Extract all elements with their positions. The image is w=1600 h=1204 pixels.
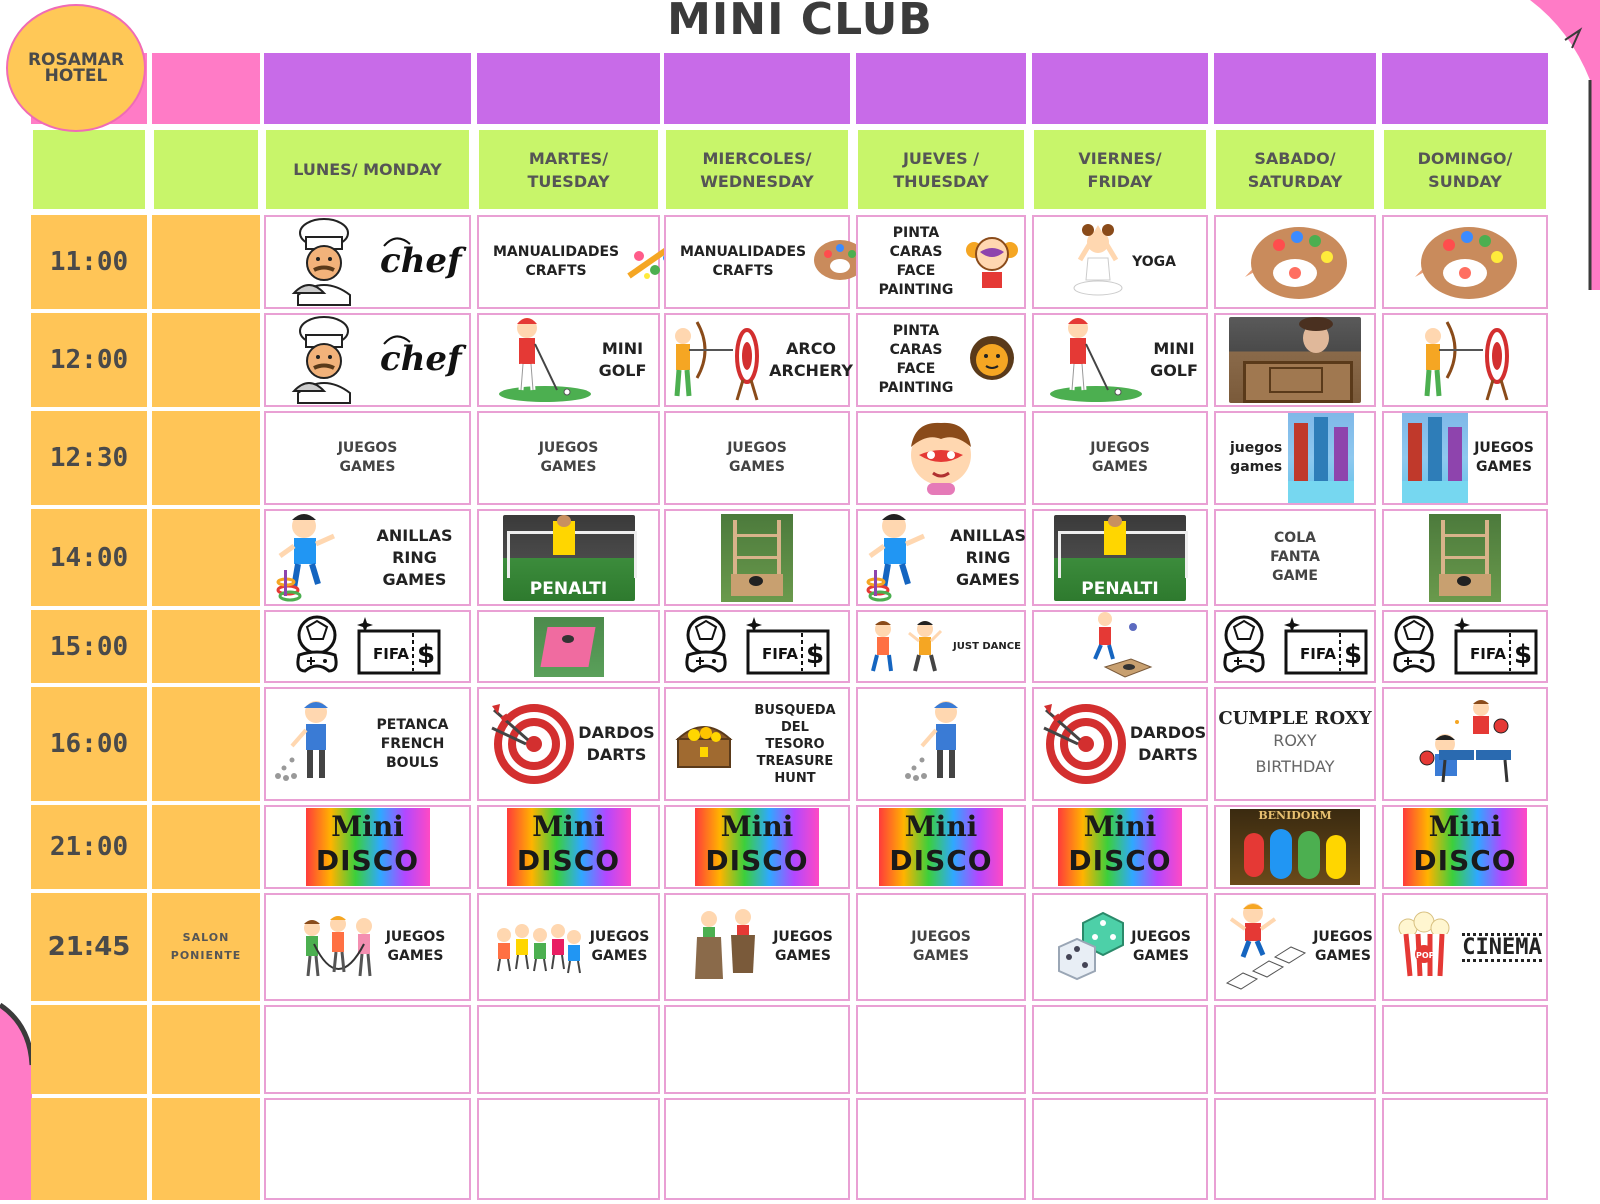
- mini-disco-icon: [306, 808, 430, 886]
- activity-label: PINTA CARAS FACE PAINTING: [878, 323, 954, 396]
- activity-cell: [477, 1005, 660, 1094]
- chef-icon: [284, 215, 364, 309]
- svg-text:$: $: [416, 639, 435, 670]
- venue-cell: [152, 1098, 260, 1200]
- activity-label: YOGA: [1132, 253, 1176, 270]
- activity-cell: [477, 509, 660, 606]
- time-slot-7: 21:45: [31, 893, 147, 1001]
- svg-text:POP: POP: [1416, 951, 1435, 960]
- day-header-1: MARTES/ TUESDAY: [477, 128, 660, 211]
- mini-disco-icon: [695, 808, 819, 886]
- activity-label: JUEGOS GAMES: [1090, 440, 1150, 475]
- activity-cell: [856, 411, 1026, 505]
- activity-cell: [664, 1005, 850, 1094]
- day-header-blank: [152, 128, 260, 211]
- activity-cell: [1214, 411, 1376, 505]
- activity-label: JUEGOS GAMES: [1131, 929, 1191, 964]
- activity-label: JUEGOS GAMES: [337, 440, 398, 475]
- activity-cell: [1032, 313, 1208, 407]
- activity-cell: [664, 893, 850, 1001]
- mini-disco-icon: [507, 808, 631, 886]
- activity-label: JUEGOS GAMES: [1313, 929, 1373, 964]
- activity-cell: [264, 687, 471, 801]
- activity-cell: [856, 509, 1026, 606]
- activity-label: CINEMA: [1462, 934, 1542, 960]
- hopscotch-icon: [1223, 899, 1307, 995]
- mini-disco-icon: [1058, 808, 1182, 886]
- activity-label: JUEGOS GAMES: [727, 440, 787, 475]
- activity-cell: [1214, 1005, 1376, 1094]
- time-slot-0: 11:00: [31, 215, 147, 309]
- venue-cell: [152, 687, 260, 801]
- activity-cell: [1032, 610, 1208, 683]
- chef-icon: [284, 313, 364, 407]
- activity-cell: [264, 893, 471, 1001]
- archery-icon: [667, 314, 763, 406]
- venue-label: SALON PONIENTE: [152, 893, 260, 1001]
- craft-palette-icon: [1409, 217, 1521, 307]
- activity-cell: [1214, 687, 1376, 801]
- disco-text-top: Mini: [904, 810, 978, 843]
- svg-text:chef: chef: [379, 339, 462, 379]
- penalty-photo-icon: [503, 515, 635, 601]
- svg-text:chef: chef: [379, 241, 462, 281]
- svg-text:FIFA: FIFA: [372, 644, 409, 663]
- mini-golf-icon: [1048, 314, 1144, 406]
- activity-cell: [1382, 805, 1548, 889]
- time-slot-2: 12:30: [31, 411, 147, 505]
- activity-cell: [856, 215, 1026, 309]
- cornhole-toss-icon: [1085, 609, 1155, 685]
- ladder-toss-photo-icon: [721, 514, 793, 602]
- activity-label: JUEGOS GAMES: [385, 929, 446, 964]
- time-slot-9: [31, 1098, 147, 1200]
- header-cell: [1382, 53, 1548, 124]
- archery-icon: [1417, 314, 1513, 406]
- corner-decoration-bottom: [0, 1005, 32, 1200]
- activity-label: JUEGOS GAMES: [773, 929, 833, 964]
- day-header-6: DOMINGO/ SUNDAY: [1382, 128, 1548, 211]
- dice-icon: [1055, 909, 1125, 985]
- parrot-show-photo-icon: [1230, 809, 1360, 885]
- activity-cell: [1214, 610, 1376, 683]
- ping-pong-icon: [1417, 696, 1513, 792]
- activity-cell: [856, 313, 1026, 407]
- penalty-caption: PENALTI: [529, 578, 608, 599]
- activity-cell: [477, 893, 660, 1001]
- activity-label: ANILLAS RING GAMES: [376, 525, 453, 589]
- petanque-icon: [272, 696, 350, 792]
- penalty-photo-icon: [1054, 515, 1186, 601]
- time-slot-1: 12:00: [31, 313, 147, 407]
- mini-golf-icon: [497, 314, 593, 406]
- activity-cell: [856, 610, 1026, 683]
- kids-group-icon: [494, 917, 584, 977]
- activity-label: DARDOS DARTS: [578, 723, 655, 764]
- activity-cell: [1214, 509, 1376, 606]
- mini-disco-icon: [1403, 808, 1527, 886]
- activity-cell: [664, 610, 850, 683]
- svg-text:FIFA: FIFA: [1470, 644, 1506, 663]
- face-paint-tiger-icon: [966, 330, 1018, 390]
- time-slot-4: 15:00: [31, 610, 147, 683]
- activity-label: PINTA CARAS FACE PAINTING: [878, 225, 954, 298]
- petanque-icon: [902, 696, 980, 792]
- activity-cell: [264, 610, 471, 683]
- svg-text:FIFA: FIFA: [1300, 644, 1336, 663]
- craft-palette-icon: [1239, 217, 1351, 307]
- yoga-icon: [1070, 222, 1126, 302]
- disco-text-top: Mini: [720, 810, 794, 843]
- activity-label: ARCO ARCHERY: [769, 339, 853, 380]
- disco-text-bottom: DISCO: [705, 844, 809, 877]
- activity-label: JUEGOS GAMES: [538, 440, 599, 475]
- time-slot-3: 14:00: [31, 509, 147, 606]
- venue-cell: [152, 411, 260, 505]
- time-slot-8: [31, 1005, 147, 1094]
- cornhole-photo-icon: [534, 617, 604, 677]
- activity-cell: [477, 215, 660, 309]
- activity-cell: [1382, 687, 1548, 801]
- day-header-blank: [31, 128, 147, 211]
- activity-cell: [477, 313, 660, 407]
- venue-cell: [152, 1005, 260, 1094]
- day-header-0: LUNES/ MONDAY: [264, 128, 471, 211]
- venue-cell: [152, 313, 260, 407]
- sack-race-icon: [687, 907, 767, 987]
- activity-cell: [264, 509, 471, 606]
- venue-cell: [152, 610, 260, 683]
- ring-toss-icon: [272, 510, 354, 606]
- activity-label: COLA FANTA GAME: [1270, 530, 1320, 584]
- activity-cell: [477, 1098, 660, 1200]
- activity-label: DARDOS DARTS: [1129, 723, 1207, 764]
- activity-cell: [1382, 411, 1548, 505]
- fifa-game-icon: [1220, 613, 1370, 681]
- activity-label: MANUALIDADES CRAFTS: [680, 244, 807, 279]
- activity-cell: [1382, 893, 1548, 1001]
- activity-cell: [1214, 215, 1376, 309]
- activity-label: juegos games: [1230, 440, 1283, 475]
- activity-cell: [664, 1098, 850, 1200]
- day-header-3: JUEVES / THUESDAY: [856, 128, 1026, 211]
- activity-cell: [1032, 411, 1208, 505]
- activity-cell: [1032, 215, 1208, 309]
- activity-label: BUSQUEDA DEL TESORO TREASURE HUNT: [754, 702, 836, 786]
- fifa-game-icon: [682, 613, 832, 681]
- activity-cell: [1214, 893, 1376, 1001]
- activity-cell: [477, 411, 660, 505]
- activity-cell: [664, 411, 850, 505]
- activity-cell: [264, 411, 471, 505]
- header-cell: [477, 53, 660, 124]
- activity-cell: [664, 313, 853, 407]
- activity-cell: [1382, 313, 1548, 407]
- ladder-toss-photo-icon: [1429, 514, 1501, 602]
- disco-text-bottom: DISCO: [315, 844, 420, 877]
- disco-text-bottom: DISCO: [889, 844, 993, 877]
- activity-cell: [856, 1098, 1026, 1200]
- disco-text-top: Mini: [1083, 810, 1157, 843]
- activity-label: MANUALIDADES CRAFTS: [493, 244, 620, 279]
- activity-cell: [1382, 215, 1548, 309]
- activity-label: PETANCA FRENCH BOULS: [376, 716, 449, 771]
- penalty-caption: PENALTI: [1081, 578, 1159, 599]
- activity-cell: [856, 893, 1026, 1001]
- dartboard-icon: [488, 700, 572, 788]
- activity-label: MINI GOLF: [1150, 339, 1198, 380]
- activity-cell: [664, 687, 850, 801]
- disco-text-bottom: DISCO: [1413, 844, 1517, 877]
- activity-cell: [1214, 313, 1376, 407]
- header-cell: [264, 53, 471, 124]
- day-header-5: SABADO/ SATURDAY: [1214, 128, 1376, 211]
- activity-label: JUEGOS GAMES: [911, 929, 971, 964]
- venue-cell: [152, 509, 260, 606]
- activity-cell: [1032, 805, 1208, 889]
- header-cell: [1214, 53, 1376, 124]
- disco-text-top: Mini: [532, 810, 605, 843]
- activity-label: MINI GOLF: [598, 339, 647, 380]
- chef-script-icon: [376, 232, 462, 292]
- parrot-show-caption: BENIDORM: [1258, 809, 1332, 822]
- activity-cell: [477, 687, 660, 801]
- time-slot-5: 16:00: [31, 687, 147, 801]
- disco-text-bottom: DISCO: [1068, 844, 1172, 877]
- activity-cell: [1382, 610, 1548, 683]
- event-subtitle: ROXY BIRTHDAY: [1255, 730, 1335, 776]
- chef-script-icon: [376, 330, 462, 390]
- activity-cell: [664, 215, 850, 309]
- activity-cell: [856, 805, 1026, 889]
- ring-toss-icon: [862, 510, 944, 606]
- dance-kids-icon: [867, 617, 947, 677]
- logo-text: ROSAMAR HOTEL: [27, 50, 125, 86]
- mini-disco-icon: [879, 808, 1003, 886]
- event-title: CUMPLE ROXY: [1218, 707, 1372, 729]
- disco-text-top: Mini: [331, 810, 404, 843]
- activity-label: JUEGOS GAMES: [1474, 440, 1534, 475]
- activity-cell: [1032, 509, 1208, 606]
- treasure-chest-icon: [672, 711, 736, 777]
- disco-text-top: Mini: [1428, 810, 1502, 843]
- activity-cell: [664, 509, 850, 606]
- svg-text:$: $: [806, 639, 825, 670]
- venue-cell: [152, 805, 260, 889]
- fifa-game-icon: [1390, 613, 1540, 681]
- table-football-photo-icon: [1229, 317, 1361, 403]
- activity-cell: [1032, 687, 1208, 801]
- popcorn-icon: [1394, 912, 1456, 982]
- day-header-2: MIERCOLES/ WEDNESDAY: [664, 128, 850, 211]
- fifa-game-icon: [293, 613, 443, 681]
- activity-label: JUEGOS GAMES: [589, 929, 650, 964]
- activity-cell: [1032, 893, 1208, 1001]
- activity-cell: [1032, 1098, 1208, 1200]
- waterpark-photo-icon: [1288, 413, 1354, 503]
- activity-cell: [1214, 1098, 1376, 1200]
- activity-cell: [856, 1005, 1026, 1094]
- jump-rope-kids-icon: [296, 908, 380, 986]
- svg-text:FIFA: FIFA: [762, 644, 798, 663]
- activity-cell: [1382, 509, 1548, 606]
- header-cell: [856, 53, 1026, 124]
- activity-cell: [664, 805, 850, 889]
- activity-cell: [1382, 1098, 1548, 1200]
- activity-cell: [1032, 1005, 1208, 1094]
- page-title: MINI CLUB: [667, 0, 933, 45]
- activity-cell: [264, 215, 471, 309]
- hotel-logo: [6, 4, 146, 132]
- time-slot-6: 21:00: [31, 805, 147, 889]
- activity-cell: [264, 805, 471, 889]
- activity-cell: [1382, 1005, 1548, 1094]
- activity-cell: [477, 610, 660, 683]
- activity-cell: [477, 805, 660, 889]
- venue-cell: [152, 215, 260, 309]
- dartboard-icon: [1040, 700, 1124, 788]
- header-cell: [152, 53, 260, 124]
- header-cell: [1032, 53, 1208, 124]
- day-header-4: VIERNES/ FRIDAY: [1032, 128, 1208, 211]
- svg-text:$: $: [1514, 639, 1533, 670]
- activity-cell: [264, 1098, 471, 1200]
- activity-cell: [1214, 805, 1376, 889]
- face-paint-boy-icon: [905, 417, 977, 499]
- activity-cell: [856, 687, 1026, 801]
- face-paint-girl-icon: [966, 228, 1018, 296]
- waterpark-photo-icon: [1402, 413, 1468, 503]
- activity-cell: [264, 1005, 471, 1094]
- disco-text-bottom: DISCO: [516, 844, 621, 877]
- header-cell: [664, 53, 850, 124]
- svg-text:$: $: [1344, 639, 1363, 670]
- activity-label: JUST DANCE: [953, 641, 1021, 652]
- activity-cell: [264, 313, 471, 407]
- activity-label: ANILLAS RING GAMES: [949, 525, 1027, 589]
